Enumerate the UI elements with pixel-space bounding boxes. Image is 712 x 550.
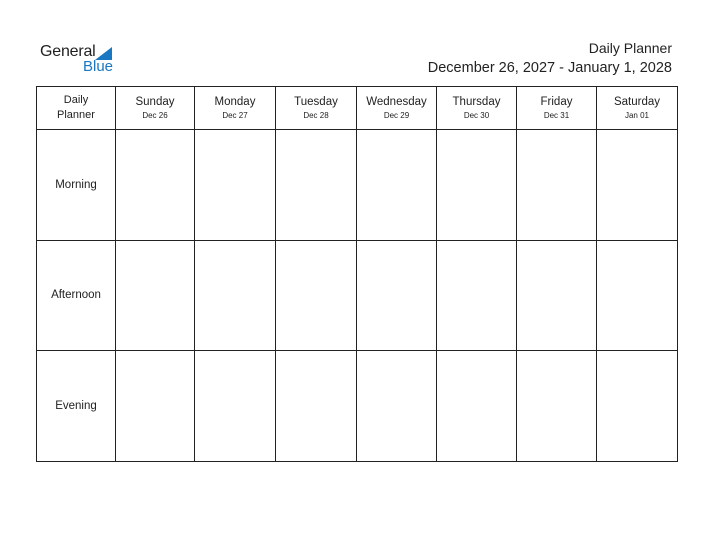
planner-cell[interactable]: [276, 351, 357, 462]
brand-word-general: General: [40, 43, 96, 60]
day-header-sunday: [116, 87, 195, 130]
day-name: Monday: [214, 95, 256, 108]
planner-cell[interactable]: [357, 240, 437, 351]
page-title: Daily Planner: [588, 40, 672, 56]
day-header-saturday: [597, 87, 678, 130]
day-name: Friday: [540, 95, 573, 108]
slot-label: Morning: [37, 130, 116, 241]
planner-cell[interactable]: [195, 240, 276, 351]
day-date: Dec 29: [383, 110, 410, 120]
planner-cell[interactable]: [437, 240, 517, 351]
day-date: Dec 27: [222, 110, 248, 120]
planner-cell[interactable]: [597, 351, 678, 462]
header-row: [37, 87, 678, 130]
day-date: Dec 28: [303, 110, 329, 120]
planner-cell[interactable]: [357, 351, 437, 462]
brand-logo: [40, 43, 120, 77]
corner-label-line1: Daily: [63, 94, 89, 106]
planner-cell[interactable]: [437, 130, 517, 241]
day-name: Thursday: [452, 95, 501, 108]
date-range: December 26, 2027 - January 1, 2028: [427, 60, 672, 76]
slot-row-afternoon: [37, 240, 678, 351]
planner-cell[interactable]: [597, 130, 678, 241]
day-header-monday: [195, 87, 276, 130]
planner-cell[interactable]: [517, 130, 597, 241]
brand-word-blue: Blue: [83, 58, 114, 75]
day-date: Dec 26: [142, 110, 168, 120]
planner-header: [428, 40, 672, 76]
day-header-thursday: [437, 87, 517, 130]
day-name: Wednesday: [366, 95, 427, 108]
planner-cell[interactable]: [517, 351, 597, 462]
day-header-wednesday: [357, 87, 437, 130]
planner-cell[interactable]: [116, 130, 195, 241]
day-date: Jan 01: [624, 110, 650, 120]
planner-cell[interactable]: [357, 130, 437, 241]
planner-cell[interactable]: [195, 130, 276, 241]
planner-cell[interactable]: [437, 351, 517, 462]
day-date: Dec 31: [543, 110, 570, 120]
day-header-friday: [517, 87, 597, 130]
planner-cell[interactable]: [517, 240, 597, 351]
day-header-tuesday: [276, 87, 357, 130]
planner-cell[interactable]: [116, 240, 195, 351]
day-name: Tuesday: [294, 95, 338, 108]
planner-cell[interactable]: [116, 351, 195, 462]
slot-row-evening: [37, 351, 678, 462]
planner-cell[interactable]: [276, 130, 357, 241]
planner-cell[interactable]: [276, 240, 357, 351]
corner-cell: [37, 87, 116, 130]
planner-table: [36, 86, 678, 462]
slot-row-morning: [37, 130, 678, 241]
slot-label: Afternoon: [37, 240, 116, 351]
day-date: Dec 30: [463, 110, 490, 120]
day-name: Sunday: [135, 95, 175, 108]
planner-cell[interactable]: [195, 351, 276, 462]
day-name: Saturday: [613, 95, 661, 108]
planner-cell[interactable]: [597, 240, 678, 351]
slot-label: Evening: [37, 351, 116, 462]
corner-label-line2: Planner: [57, 109, 95, 121]
